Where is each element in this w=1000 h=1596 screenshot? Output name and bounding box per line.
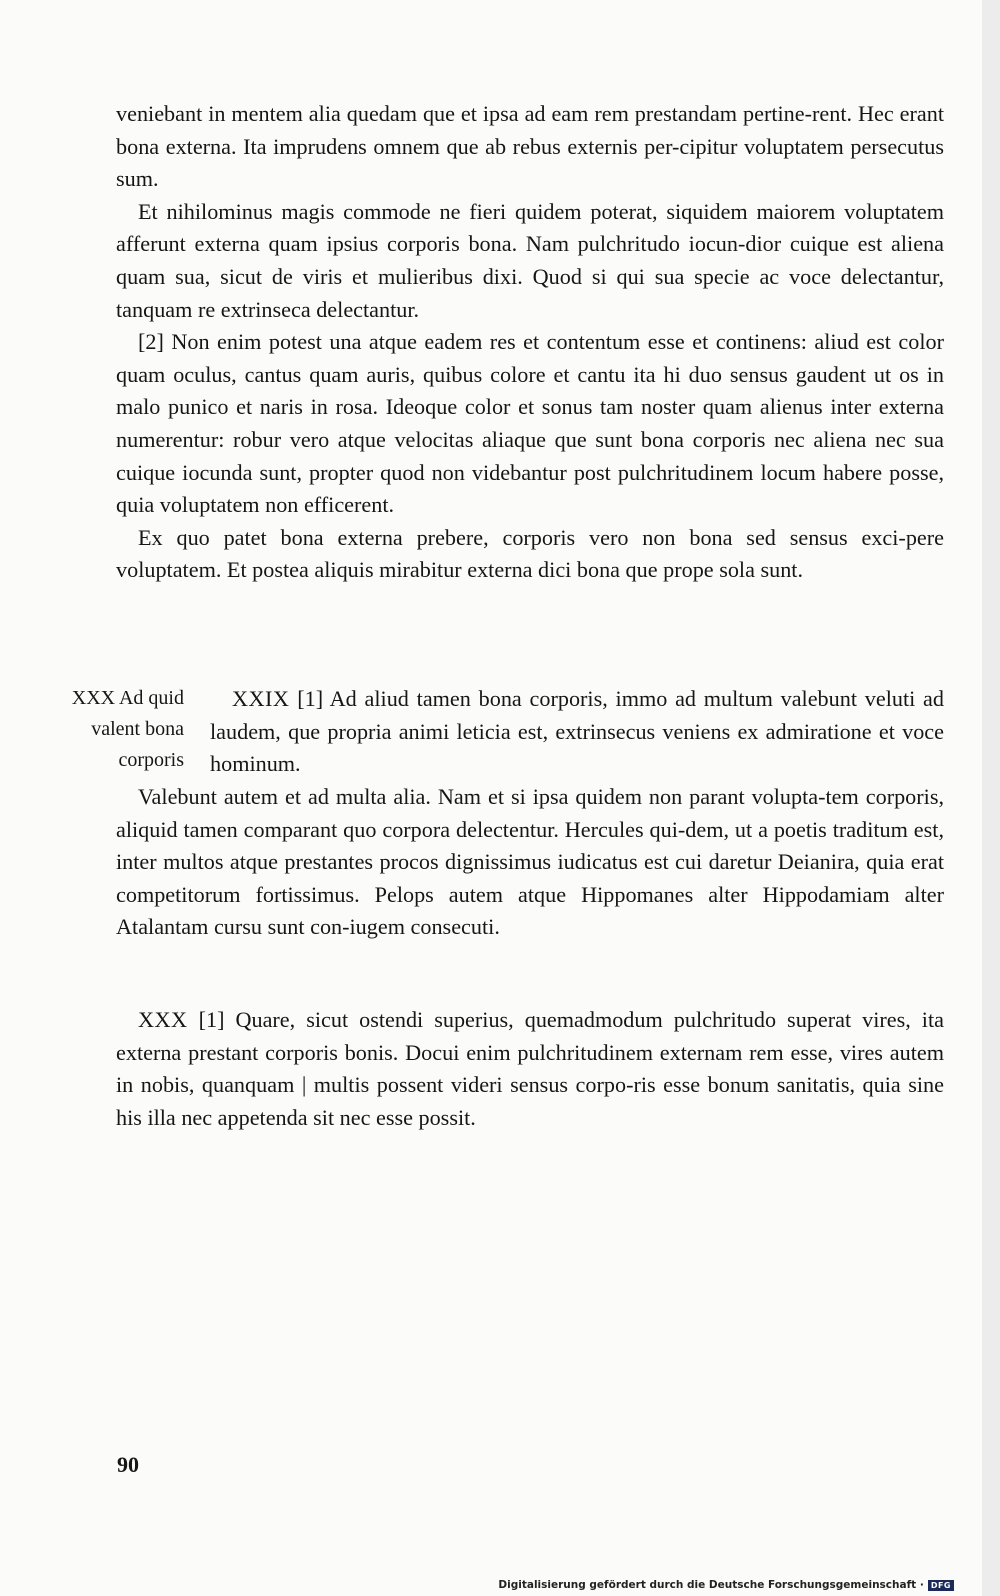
chapter-xxix-paragraph: [210, 683, 944, 781]
paragraph: Ex quo patet bona externa prebere, corporis vero non bona sed sensus exci-pere voluptatem. Et postea aliquis mirabitur externa dici bona que prope sola sunt.: [116, 524, 944, 583]
chapter-number: XXIX: [232, 686, 290, 711]
chapter-number: XXX: [138, 1007, 188, 1032]
page-number: 90: [117, 1452, 139, 1477]
paragraph: Et nihilominus magis commode ne fieri quidem poterat, siquidem maiorem voluptatem afferunt externa quam ipsius corporis bona. Nam pulchritudo iocun-dior cuique est aliena quam sua, sicut de viris et mulieribus dixi. Quod si qui sua specie ac voce delectantur, tanquam re extrinseca delectantur.: [116, 198, 944, 322]
chapter-text: [1] Quare, sicut ostendi superius, quemadmodum pulchritudo superat vires, ita externa prestant corporis bonis. Docui enim pulchritudinem externam rem esse, vires autem in nobis, quanquam | multis possent videri sensus corpo-ris esse bonum sanitatis, quia sine his illa nec appetenda sit nec esse possit.: [116, 1007, 944, 1130]
chapter-xxix-block: [210, 683, 944, 781]
paragraph: Valebunt autem et ad multa alia. Nam et si ipsa quidem non parant volupta-tem corporis, aliquid tamen comparant quo corpora delectentur. Hercules qui-dem, ut a poetis traditum est, inter multos atque prestantes procos dignissimus iudicatus est cui daretur Deianira, quia erat competitorum fortissimus. Pelops autem atque Hippomanes alter Hippodamiam alter Atalantam cursu sunt con-iugem consecuti.: [116, 784, 944, 940]
margin-note-line: corporis: [118, 749, 184, 771]
paragraph: veniebant in mentem alia quedam que et ipsa ad eam rem prestandam pertine-rent. Hec erant bona externa. Ita imprudens omnem que ab rebus externis per-cipitur voluptatem persecutus sum.: [116, 101, 944, 192]
margin-note-line: XXX Ad quid: [71, 687, 184, 709]
page-edge: [982, 0, 1000, 1596]
digitization-footer: [498, 1579, 954, 1591]
footer-text: Digitalisierung gefördert durch die Deutsche Forschungsgemeinschaft ·: [498, 1579, 924, 1591]
chapter-xxx-paragraph: [116, 1004, 944, 1134]
paragraph: [2] Non enim potest una atque eadem res et contentum esse et continens: aliud est color quam oculus, cantus quam auris, quibus colore et cantu ita hi duo sensus gaudent ut os in malo punico et naris in rosa. Ideoque color et sonus tam noster quam alienus inter externa numerentur: robur vero atque velocitas aliaque que sunt bona corporis nec aliena nec sua cuique iocunda sunt, propter quod non videbantur post pulchritudinem locum habere posse, quia voluptatem non efficerent.: [116, 329, 944, 518]
text-block-middle: [116, 781, 944, 944]
chapter-text: [1] Ad aliud tamen bona corporis, immo ad multum valebunt veluti ad laudem, que propria animi leticia est, extrinsecus veniens ex admiratione et voce hominum.: [210, 686, 944, 777]
margin-note-line: valent bona: [91, 718, 184, 740]
dfg-logo-icon: DFG: [928, 1580, 954, 1591]
chapter-xxx-block: [116, 1004, 944, 1134]
text-block-top: [116, 98, 944, 587]
margin-note: [40, 683, 184, 776]
